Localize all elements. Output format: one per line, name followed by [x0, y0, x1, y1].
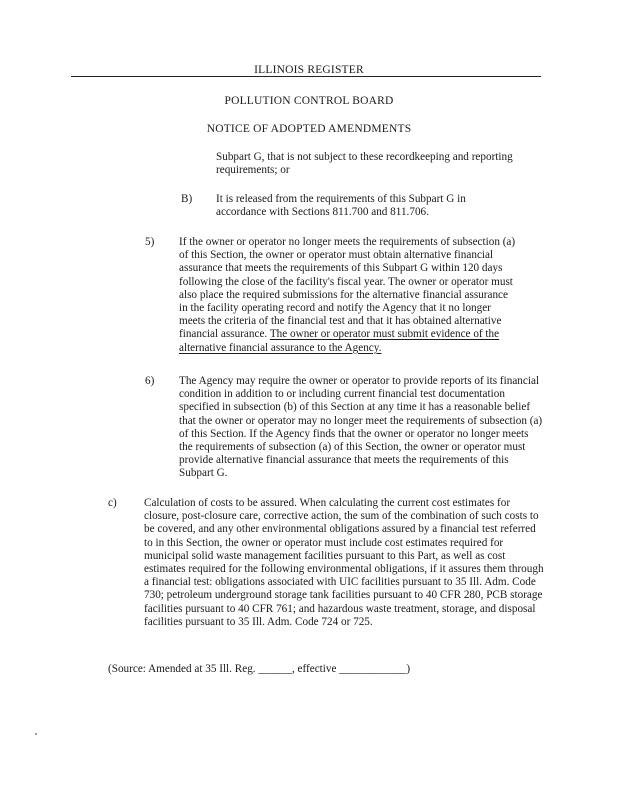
item-6-text: The Agency may require the owner or operator to provide reports of its financial condition in addition to or including current financial test documentation specified in subsection (b) of this Section at any time it has a reasonable belief that the owner or operator may no longer meet the requirements of subsection (a) of this Section. If the Agency finds that the owner or operator no longer meets the requirements of subsection (a) of this Section, the owner or operator must provide alternative financial assurance that meets the requirements of this Subpart G.	[179, 375, 543, 480]
board-title: POLLUTION CONTROL BOARD	[224, 95, 394, 107]
header-rule	[71, 76, 541, 77]
notice-title: NOTICE OF ADOPTED AMENDMENTS	[206, 123, 412, 135]
item-c-label: c)	[108, 497, 117, 509]
item-5-text: If the owner or operator no longer meets the requirements of subsection (a) of this Section, the owner or operator must obtain alternative financial assurance that meets the requirements of this Subpart G within 120 days following the close of the facility's fiscal year. The owner or operator must also place the required submissions for the alternative financial assurance in the facility operating record and notify the Agency that it no longer meets the criteria of the financial test and that it has obtained alternative financial assurance.	[179, 236, 516, 341]
scan-speck	[35, 733, 37, 735]
item-6-label: 6)	[145, 375, 155, 387]
item-5-label: 5)	[145, 236, 155, 248]
source-note: (Source: Amended at 35 Ill. Reg. ______, effective ____________)	[108, 663, 411, 675]
register-title: ILLINOIS REGISTER	[254, 64, 364, 76]
item-b-label: B)	[181, 193, 193, 205]
item-c-text: Calculation of costs to be assured. When calculating the current cost estimates for closure, post-closure care, corrective action, the sum of the combination of such costs to be covered, and any other environmental obligations assured by a financial test referred to in this Section, the owner or operator must include cost estimates required for municipal solid waste management facilities pursuant to this Part, as well as cost estimates required for the following environmental obligations, if it assures them through a financial test: obligations associated with UIC facilities pursuant to 35 Ill. Adm. Code 730; petroleum underground storage tank facilities pursuant to 40 CFR 280, PCB storage facilities pursuant to 40 CFR 761; and hazardous waste treatment, storage, and disposal facilities pursuant to 35 Ill. Adm. Code 724 or 725.	[144, 497, 544, 628]
item-5-underlined-text: The owner or operator must submit evidence of the alternative financial assurance to the Agency.	[179, 328, 500, 354]
item-5-paragraph	[179, 236, 517, 355]
item-b-text: It is released from the requirements of this Subpart G in accordance with Sections 811.700 and 811.706.	[216, 193, 466, 219]
continued-paragraph: Subpart G, that is not subject to these recordkeeping and reporting requirements; or	[216, 151, 513, 177]
